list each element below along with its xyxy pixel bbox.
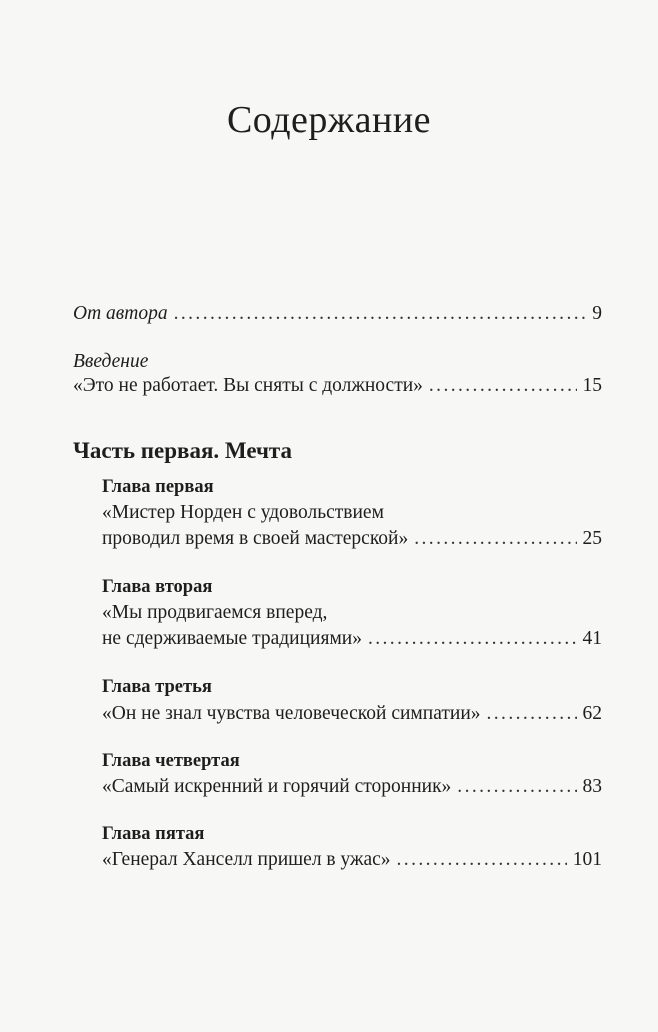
intro-label: Введение	[73, 351, 149, 372]
toc-entry-author-note[interactable]	[73, 303, 602, 325]
page-title: Содержание	[226, 99, 432, 141]
chapter-label: Глава пятая	[102, 824, 205, 844]
toc-entry-chapter-2[interactable]	[102, 628, 602, 650]
dot-leader	[487, 703, 577, 725]
dot-leader	[429, 375, 577, 397]
dot-leader	[397, 849, 567, 871]
dot-leader	[414, 528, 576, 550]
chapter-title-line: не сдерживаемые традициями»	[102, 628, 362, 649]
toc-entry-label: От автора	[73, 303, 168, 324]
chapter-title-line: «Мы продвигаемся вперед,	[102, 602, 328, 623]
page-number: 9	[592, 303, 602, 324]
toc-entry-chapter-5[interactable]	[102, 849, 602, 871]
page-number: 25	[582, 528, 602, 549]
chapter-label: Глава четвертая	[102, 751, 240, 771]
part-heading: Часть первая. Мечта	[73, 438, 293, 463]
dot-leader	[174, 303, 587, 325]
chapter-label: Глава третья	[102, 677, 212, 697]
chapter-title-line: «Он не знал чувства человеческой симпатии»	[102, 703, 481, 724]
chapter-title-line: «Самый искренний и горячий сторонник»	[102, 776, 452, 797]
page-number: 41	[582, 628, 602, 649]
page-number: 62	[582, 703, 602, 724]
chapter-title-line: «Генерал Ханселл пришел в ужас»	[102, 849, 391, 870]
toc-entry-chapter-4[interactable]	[102, 776, 602, 798]
toc-entry-intro[interactable]	[73, 375, 602, 397]
toc-entry-chapter-3[interactable]	[102, 703, 602, 725]
chapter-label: Глава вторая	[102, 577, 213, 597]
chapter-title-line: проводил время в своей мастерской»	[102, 528, 409, 549]
page-number: 83	[582, 776, 602, 797]
toc-entry-chapter-1[interactable]	[102, 528, 602, 550]
page-number: 101	[572, 849, 602, 870]
dot-leader	[457, 776, 576, 798]
chapter-title-line: «Мистер Норден с удовольствием	[102, 502, 384, 523]
page-number: 15	[582, 375, 602, 396]
toc-entry-title: «Это не работает. Вы сняты с должности»	[73, 375, 423, 396]
chapter-label: Глава первая	[102, 477, 214, 497]
dot-leader	[368, 628, 577, 650]
